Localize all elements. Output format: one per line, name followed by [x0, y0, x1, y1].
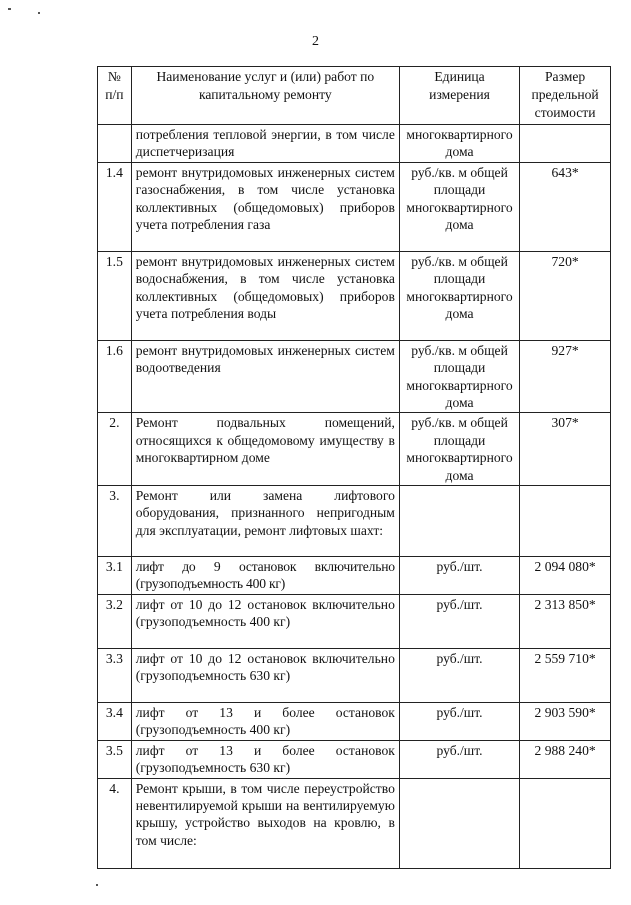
row-price: 2 988 240*	[520, 740, 611, 778]
table-row	[98, 594, 611, 648]
row-num: 3.5	[98, 740, 132, 778]
table-row	[98, 162, 611, 251]
row-name: лифт до 9 остановок включительно (грузоподъемность 400 кг)	[131, 557, 399, 595]
row-unit: руб./кв. м общей площади многоквартирного дома	[399, 162, 519, 251]
row-name: лифт от 10 до 12 остановок включительно (грузоподъемность 400 кг)	[131, 594, 399, 648]
row-name: лифт от 10 до 12 остановок включительно (грузоподъемность 630 кг)	[131, 648, 399, 702]
row-name: Ремонт или замена лифтового оборудования, признанного непригодным для эксплуатации, ремонт лифтовых шахт:	[131, 486, 399, 557]
row-price	[520, 486, 611, 557]
table-row	[98, 740, 611, 778]
row-unit: руб./шт.	[399, 557, 519, 595]
header-unit: Единица измерения	[399, 67, 519, 125]
page-number: 2	[312, 34, 319, 49]
table-row	[98, 557, 611, 595]
row-price: 643*	[520, 162, 611, 251]
table-row	[98, 125, 611, 163]
row-name: лифт от 13 и более остановок (грузоподъемность 630 кг)	[131, 740, 399, 778]
row-price: 720*	[520, 251, 611, 340]
row-num: 3.3	[98, 648, 132, 702]
row-num: 2.	[98, 413, 132, 486]
row-unit: руб./шт.	[399, 740, 519, 778]
row-num: 3.1	[98, 557, 132, 595]
scan-speck	[96, 884, 98, 886]
row-price: 2 094 080*	[520, 557, 611, 595]
scan-speck	[8, 8, 11, 10]
row-price: 2 903 590*	[520, 702, 611, 740]
row-unit: многоквартирного дома	[399, 125, 519, 163]
header-price: Размер предельной стоимости	[520, 67, 611, 125]
header-num: № п/п	[98, 67, 132, 125]
row-num: 1.6	[98, 340, 132, 413]
row-unit: руб./шт.	[399, 648, 519, 702]
table-header-row	[98, 67, 611, 125]
row-num: 4.	[98, 778, 132, 868]
row-price	[520, 778, 611, 868]
row-unit: руб./кв. м общей площади многоквартирного дома	[399, 340, 519, 413]
row-unit	[399, 486, 519, 557]
table-row	[98, 251, 611, 340]
scan-speck	[38, 12, 40, 14]
row-unit: руб./кв. м общей площади многоквартирного дома	[399, 413, 519, 486]
row-name: ремонт внутридомовых инженерных систем газоснабжения, в том числе установка коллективных (общедомовых) приборов учета потребления газа	[131, 162, 399, 251]
table-row	[98, 648, 611, 702]
table-row	[98, 778, 611, 868]
table-row	[98, 340, 611, 413]
row-unit: руб./шт.	[399, 702, 519, 740]
row-num: 1.5	[98, 251, 132, 340]
row-price: 2 313 850*	[520, 594, 611, 648]
row-num	[98, 125, 132, 163]
row-num: 3.2	[98, 594, 132, 648]
row-price: 927*	[520, 340, 611, 413]
row-unit: руб./кв. м общей площади многоквартирного дома	[399, 251, 519, 340]
row-unit: руб./шт.	[399, 594, 519, 648]
table-row	[98, 702, 611, 740]
header-name: Наименование услуг и (или) работ по капитальному ремонту	[131, 67, 399, 125]
row-price: 307*	[520, 413, 611, 486]
row-name: Ремонт подвальных помещений, относящихся к общедомовому имуществу в многоквартирном доме	[131, 413, 399, 486]
row-num: 1.4	[98, 162, 132, 251]
price-table	[97, 66, 611, 869]
row-name: ремонт внутридомовых инженерных систем водоснабжения, в том числе установка коллективных (общедомовых) приборов учета потребления воды	[131, 251, 399, 340]
row-name: лифт от 13 и более остановок (грузоподъемность 400 кг)	[131, 702, 399, 740]
row-unit	[399, 778, 519, 868]
table-row	[98, 413, 611, 486]
row-name: ремонт внутридомовых инженерных систем водоотведения	[131, 340, 399, 413]
row-price	[520, 125, 611, 163]
row-name: потребления тепловой энергии, в том числе диспетчеризация	[131, 125, 399, 163]
row-price: 2 559 710*	[520, 648, 611, 702]
row-num: 3.4	[98, 702, 132, 740]
table-row	[98, 486, 611, 557]
row-name: Ремонт крыши, в том числе переустройство невентилируемой крыши на вентилируемую крышу, устройство выходов на кровлю, в том числе:	[131, 778, 399, 868]
row-num: 3.	[98, 486, 132, 557]
